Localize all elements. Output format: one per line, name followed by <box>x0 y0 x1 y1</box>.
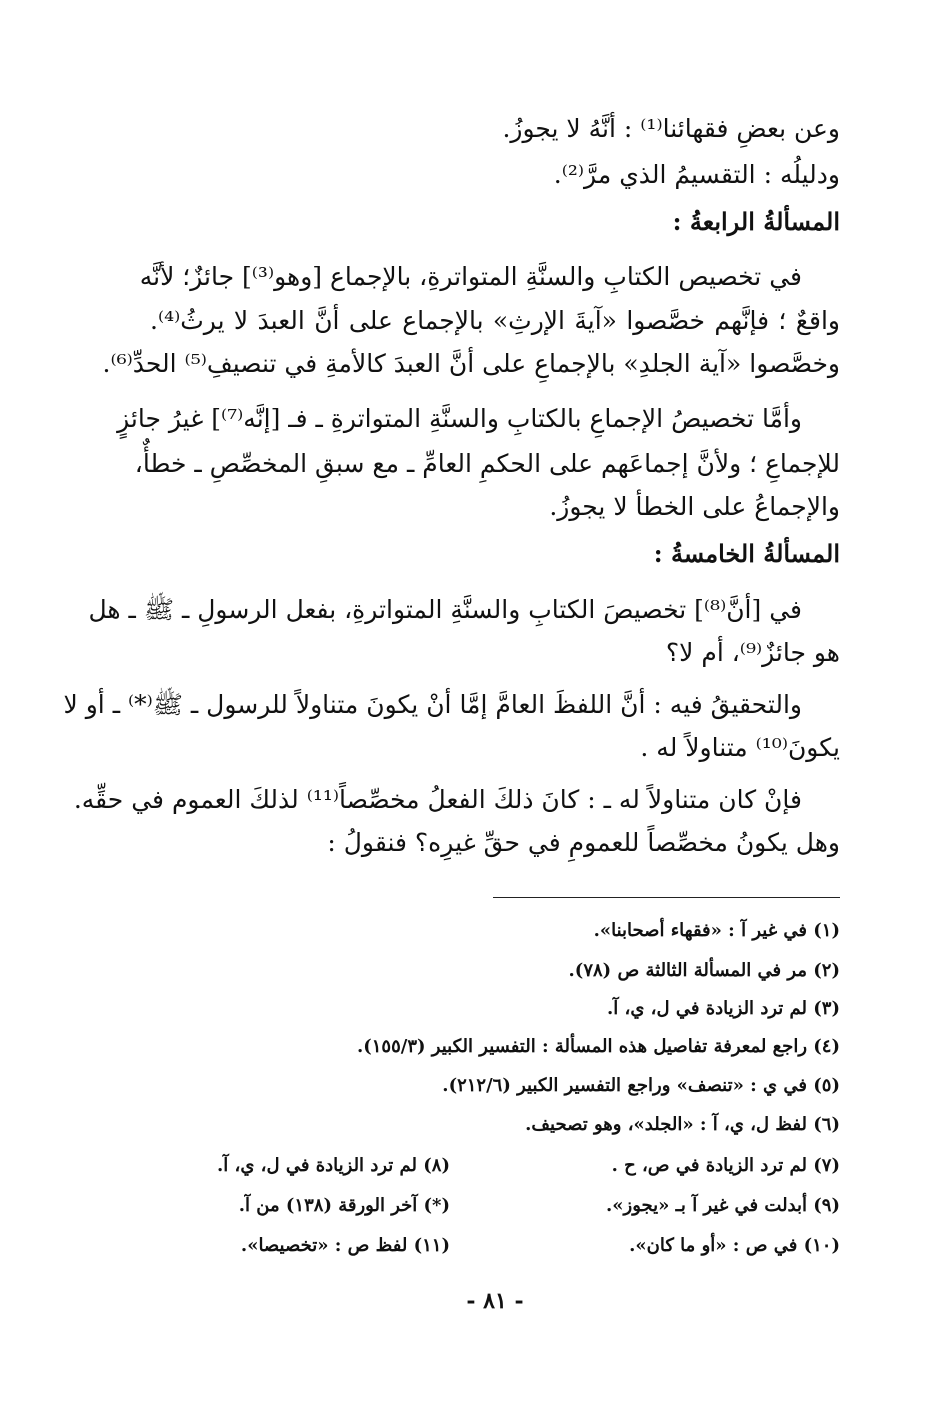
text-line: فإنْ كان متناولاً له ـ : كانَ ذلكَ الفعلُ مخصِّصاً⁽¹¹⁾ لذلكَ العموم في حقِّه. <box>73 785 802 814</box>
page-number: - ٨١ - <box>466 1288 524 1314</box>
text-line: وعن بعضِ فقهائنا⁽¹⁾ : أنَّهُ لا يجوزُ. <box>502 114 840 143</box>
footnote-3: (٣) لم ترد الزيادة في ل، ي، آ. <box>606 998 840 1019</box>
text-line: واقعٌ ؛ فإنَّهم خصَّصوا «آيةَ الإرثِ» بالإجماع على أنَّ العبدَ لا يرثُ⁽⁴⁾. <box>150 306 840 335</box>
footnote-5: (٥) في ي : «تنصف» وراجع التفسير الكبير (٢١٢/٦). <box>442 1075 840 1096</box>
footnote-divider <box>493 897 840 898</box>
page-body <box>63 0 840 1402</box>
footnote-9: (٩) أبدلت في غير آ بـ «يجوز». <box>606 1195 840 1216</box>
text-line: في تخصيص الكتابِ والسنَّةِ المتواترةِ، بالإجماع [وهو⁽³⁾] جائزٌ؛ لأنَّه <box>139 262 802 291</box>
text-line: والإجماعُ على الخطأ لا يجوزُ. <box>549 492 840 521</box>
text-line: وهل يكونُ مخصِّصاً للعمومِ في حقِّ غيرِه؟ فنقولُ : <box>327 828 840 857</box>
footnote-7: (٧) لم ترد الزيادة في ص، ح . <box>611 1155 840 1176</box>
text-line: ودليلُه : التقسيمُ الذي مرَّ⁽²⁾. <box>553 160 840 189</box>
footnote-11: (١١) لفظ ص : «تخصيصا». <box>240 1235 450 1256</box>
text-line: والتحقيقُ فيه : أنَّ اللفظَ العامَّ إمَّا أنْ يكونَ متناولاً للرسول ـ ﷺ⁽*⁾ ـ أو لا <box>63 690 802 719</box>
section-heading-5: المسألةُ الخامسةُ : <box>653 539 840 568</box>
section-heading-4: المسألةُ الرابعةُ : <box>672 207 840 236</box>
text-line: يكونَ⁽¹⁰⁾ متناولاً له . <box>640 733 840 762</box>
footnote-8: (٨) لم ترد الزيادة في ل، ي، آ. <box>216 1155 450 1176</box>
text-line: وخصَّصوا «آية الجلدِ» بالإجماعِ على أنَّ العبدَ كالأمةِ في تنصيفِ⁽⁵⁾ الحدِّ⁽⁶⁾. <box>102 349 840 378</box>
text-line: وأمَّا تخصيصُ الإجماعِ بالكتابِ والسنَّةِ المتواترةِ ـ فـ [إنَّه⁽⁷⁾] غيرُ جائزٍ <box>117 404 802 433</box>
footnote-1: (١) في غير آ : «فقهاء أصحابنا». <box>593 920 840 941</box>
text-line: في [أنَّ⁽⁸⁾] تخصيصَ الكتابِ والسنَّةِ المتواترةِ، بفعل الرسولِ ـ ﷺ ـ هل <box>88 595 802 624</box>
footnote-4: (٤) راجع لمعرفة تفاصيل هذه المسألة : التفسير الكبير (١٥٥/٣). <box>356 1036 840 1057</box>
footnote-star: (*) آخر الورقة (١٣٨) من آ. <box>238 1195 450 1216</box>
footnote-2: (٢) مر في المسألة الثالثة ص (٧٨). <box>568 960 840 981</box>
text-line: للإجماعِ ؛ ولأنَّ إجماعَهم على الحكمِ العامِّ ـ مع سبقِ المخصِّصِ ـ خطأٌ، <box>134 449 840 478</box>
text-line: هو جائزٌ⁽⁹⁾، أم لا؟ <box>665 638 840 667</box>
footnote-6: (٦) لفظ ل، ي، آ : «الجلد»، وهو تصحيف. <box>525 1114 840 1135</box>
footnote-10: (١٠) في ص : «أو ما كان». <box>629 1235 840 1256</box>
